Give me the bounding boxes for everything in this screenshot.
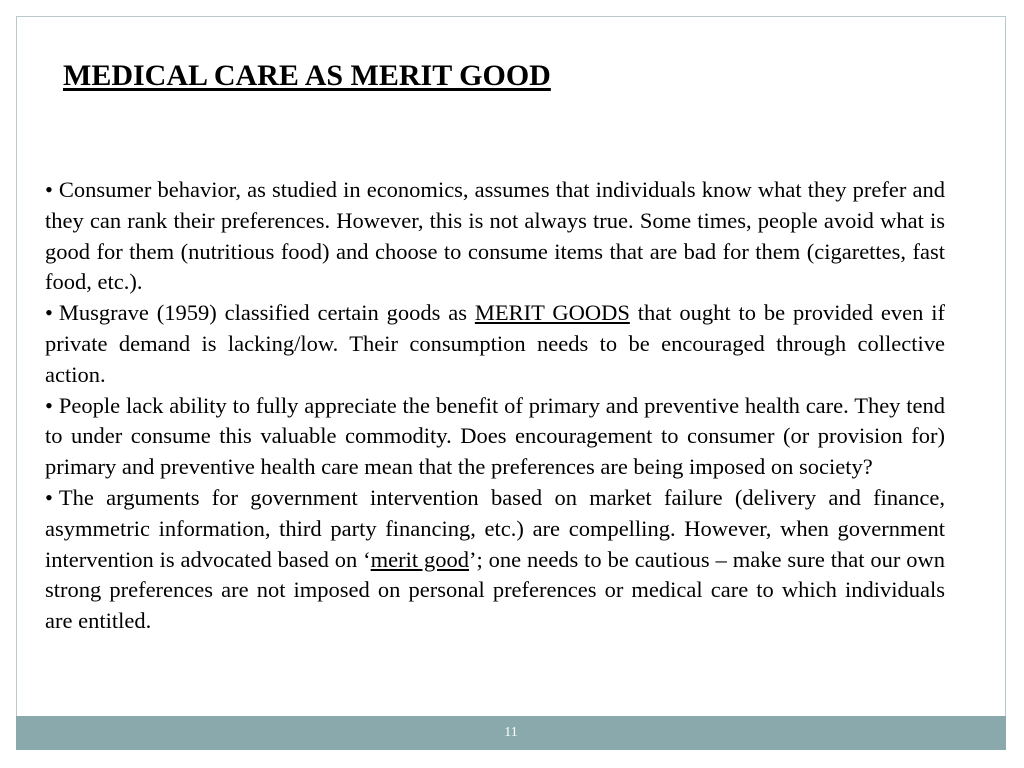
footer-bar xyxy=(16,716,1006,750)
slide xyxy=(16,16,1006,749)
bullet-item xyxy=(45,391,945,483)
merit-goods-term: MERIT GOODS xyxy=(474,300,630,326)
bullet-text: Consumer behavior, as studied in economics, assumes that individuals know what they prefer and they can rank their preferences. However, this is not always true. Some times, people avoid what is good for them (nutritious food) and choose to consume items that are bad for them (cigarettes, fast food, etc.). xyxy=(45,177,945,295)
page-number: 11 xyxy=(504,725,518,740)
slide-title: MEDICAL CARE AS MERIT GOOD xyxy=(63,59,551,92)
bullet-item xyxy=(45,175,945,298)
bullet-symbol: • xyxy=(45,177,53,202)
bullet-list xyxy=(45,175,945,637)
bullet-item xyxy=(45,483,945,637)
bullet-text: ’; one needs to be cautious – make sure that our own strong preferences are not imposed on personal preferences or medical care to which individuals are entitled. xyxy=(45,546,946,634)
bullet-symbol: • xyxy=(45,300,53,326)
bullet-text: The arguments for government intervention based on market failure (delivery and finance, asymmetric information, third party financing, etc.) are compelling. However, when government intervention is advocated based on ‘ xyxy=(45,484,945,572)
bullet-symbol: • xyxy=(45,484,53,510)
bullet-text: Musgrave (1959) classified certain goods as xyxy=(58,300,475,326)
bullet-item xyxy=(45,298,945,390)
bullet-text: People lack ability to fully appreciate the benefit of primary and preventive health care. They tend to under consume this valuable commodity. Does encouragement to consumer (or provision for) primary and preventive health care mean that the preferences are being imposed on society? xyxy=(45,392,945,480)
bullet-symbol: • xyxy=(45,392,53,418)
merit-good-term: merit good xyxy=(370,546,470,572)
bullet-text: that ought to be provided even if private demand is lacking/low. Their consumption needs to be encouraged through collective action. xyxy=(45,300,945,387)
